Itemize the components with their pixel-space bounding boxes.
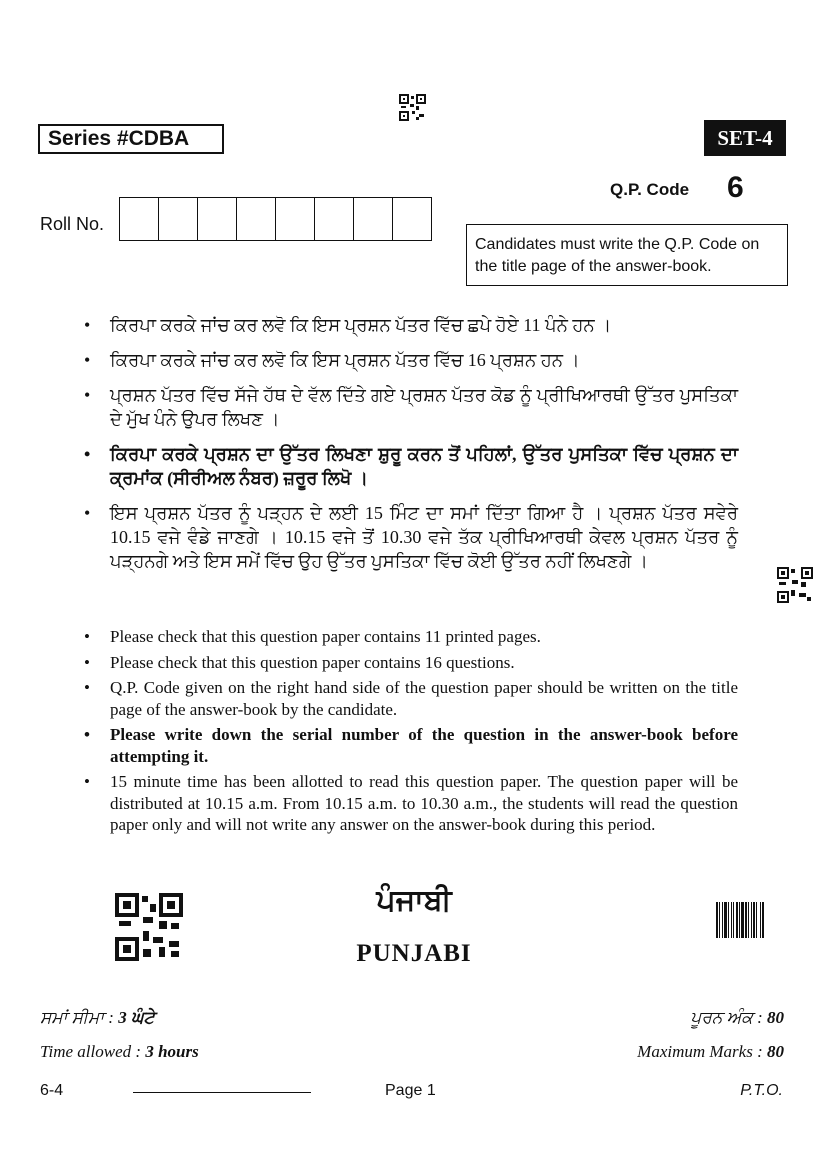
roll-number-box[interactable] (354, 198, 393, 240)
qr-code-icon (399, 94, 426, 121)
roll-number-box[interactable] (276, 198, 315, 240)
footer-page-number: Page 1 (385, 1082, 436, 1099)
marks-value: 80 (767, 1008, 784, 1027)
roll-number-box[interactable] (237, 198, 276, 240)
marks-label: Maximum Marks : (637, 1042, 767, 1061)
roll-number-box[interactable] (198, 198, 237, 240)
barcode-icon (716, 902, 784, 938)
instruction-item: • ਇਸ ਪ੍ਰਸ਼ਨ ਪੱਤਰ ਨੂੰ ਪੜ੍ਹਨ ਦੇ ਲਈ 15 ਮਿੰਟ ਦਾ ਸਮਾਂ ਦਿੱਤਾ ਗਿਆ ਹੈ । ਪ੍ਰਸ਼ਨ ਪੱਤਰ ਸਵੇਰੇ 10.15 ਵਜੇ ਵੰਡੇ ਜਾਣਗੇ । 10.15 ਵਜੇ ਤੋਂ 10.30 ਵਜੇ ਤੱਕ ਪ੍ਰੀਖਿਆਰਥੀ ਕੇਵਲ ਪ੍ਰਸ਼ਨ ਪੱਤਰ ਨੂੰ ਪੜ੍ਹਨਗੇ ਅਤੇ ਇਸ ਸਮੇਂ ਵਿੱਚ ਉਹ ਉੱਤਰ ਪੁਸਤਿਕਾ ਵਿੱਚ ਕੋਈ ਉੱਤਰ ਨਹੀਂ ਲਿਖਣਗੇ । (84, 501, 738, 573)
instruction-item: • ਕਿਰਪਾ ਕਰਕੇ ਜਾਂਚ ਕਰ ਲਵੋ ਕਿ ਇਸ ਪ੍ਰਸ਼ਨ ਪੱਤਰ ਵਿੱਚ ਛਪੇ ਹੋਏ 11 ਪੰਨੇ ਹਨ । (84, 313, 738, 337)
qr-code-icon (777, 567, 813, 603)
footer-pto: P.T.O. (740, 1082, 783, 1099)
roll-number-box[interactable] (393, 198, 431, 240)
instructions-punjabi (84, 313, 738, 584)
instruction-item: • Please write down the serial number of the question in the answer-book before attempting it. (84, 724, 738, 767)
set-badge: SET-4 (704, 120, 786, 156)
roll-number-box[interactable] (159, 198, 198, 240)
footer-paper-code: 6-4 (40, 1082, 64, 1099)
footer-divider (133, 1092, 311, 1093)
subject-title-english: PUNJABI (356, 940, 472, 967)
qr-code-icon (115, 893, 183, 961)
instructions-english (84, 626, 738, 840)
instruction-item: • Q.P. Code given on the right hand side of the question paper should be written on the title page of the answer-book by the candidate. (84, 677, 738, 720)
roll-number-boxes[interactable] (119, 197, 432, 241)
instruction-item: • ਕਿਰਪਾ ਕਰਕੇ ਜਾਂਚ ਕਰ ਲਵੋ ਕਿ ਇਸ ਪ੍ਰਸ਼ਨ ਪੱਤਰ ਵਿੱਚ 16 ਪ੍ਰਸ਼ਨ ਹਨ । (84, 348, 738, 372)
instruction-item: • Please check that this question paper contains 16 questions. (84, 652, 738, 674)
roll-number-label: Roll No. (40, 214, 105, 234)
time-allowed-english (40, 1042, 199, 1062)
qp-code-label: Q.P. Code (610, 180, 690, 199)
roll-number-box[interactable] (120, 198, 159, 240)
marks-label: ਪੂਰਨ ਅੰਕ : (690, 1008, 767, 1027)
instruction-item: • ਕਿਰਪਾ ਕਰਕੇ ਪ੍ਰਸ਼ਨ ਦਾ ਉੱਤਰ ਲਿਖਣਾ ਸ਼ੁਰੂ ਕਰਨ ਤੋਂ ਪਹਿਲਾਂ, ਉੱਤਰ ਪੁਸਤਿਕਾ ਵਿੱਚ ਪ੍ਰਸ਼ਨ ਦਾ ਕ੍ਰਮਾਂਕ (ਸੀਰੀਅਲ ਨੰਬਰ) ਜ਼ਰੂਰ ਲਿਖੋ । (84, 442, 738, 490)
time-label: Time allowed : (40, 1042, 146, 1061)
time-allowed-punjabi (40, 1008, 155, 1028)
instruction-item: • Please check that this question paper contains 11 printed pages. (84, 626, 738, 648)
max-marks-punjabi (690, 1008, 784, 1028)
roll-number-box[interactable] (315, 198, 354, 240)
instruction-item: • ਪ੍ਰਸ਼ਨ ਪੱਤਰ ਵਿੱਚ ਸੱਜੇ ਹੱਥ ਦੇ ਵੱਲ ਦਿੱਤੇ ਗਏ ਪ੍ਰਸ਼ਨ ਪੱਤਰ ਕੋਡ ਨੂੰ ਪ੍ਰੀਖਿਆਰਥੀ ਉੱਤਰ ਪੁਸਤਿਕਾ ਦੇ ਮੁੱਖ ਪੰਨੇ ਉਪਰ ਲਿਖਣ । (84, 383, 738, 431)
qp-code-value: 6 (727, 171, 744, 204)
series-label: Series #CDBA (38, 124, 224, 154)
candidates-note: Candidates must write the Q.P. Code on the title page of the answer-book. (466, 224, 788, 286)
time-label: ਸਮਾਂ ਸੀਮਾ : (40, 1008, 119, 1027)
time-value: 3 hours (145, 1042, 199, 1061)
instruction-item: • 15 minute time has been allotted to read this question paper. The question paper will be distributed at 10.15 a.m. From 10.15 a.m. to 10.30 a.m., the students will read the question paper only and will not write any answer on the answer-book during this period. (84, 771, 738, 836)
max-marks-english (637, 1042, 784, 1062)
marks-value: 80 (767, 1042, 784, 1061)
time-value: 3 ਘੰਟੇ (118, 1008, 155, 1027)
subject-title-punjabi: ਪੰਜਾਬੀ (376, 884, 452, 917)
